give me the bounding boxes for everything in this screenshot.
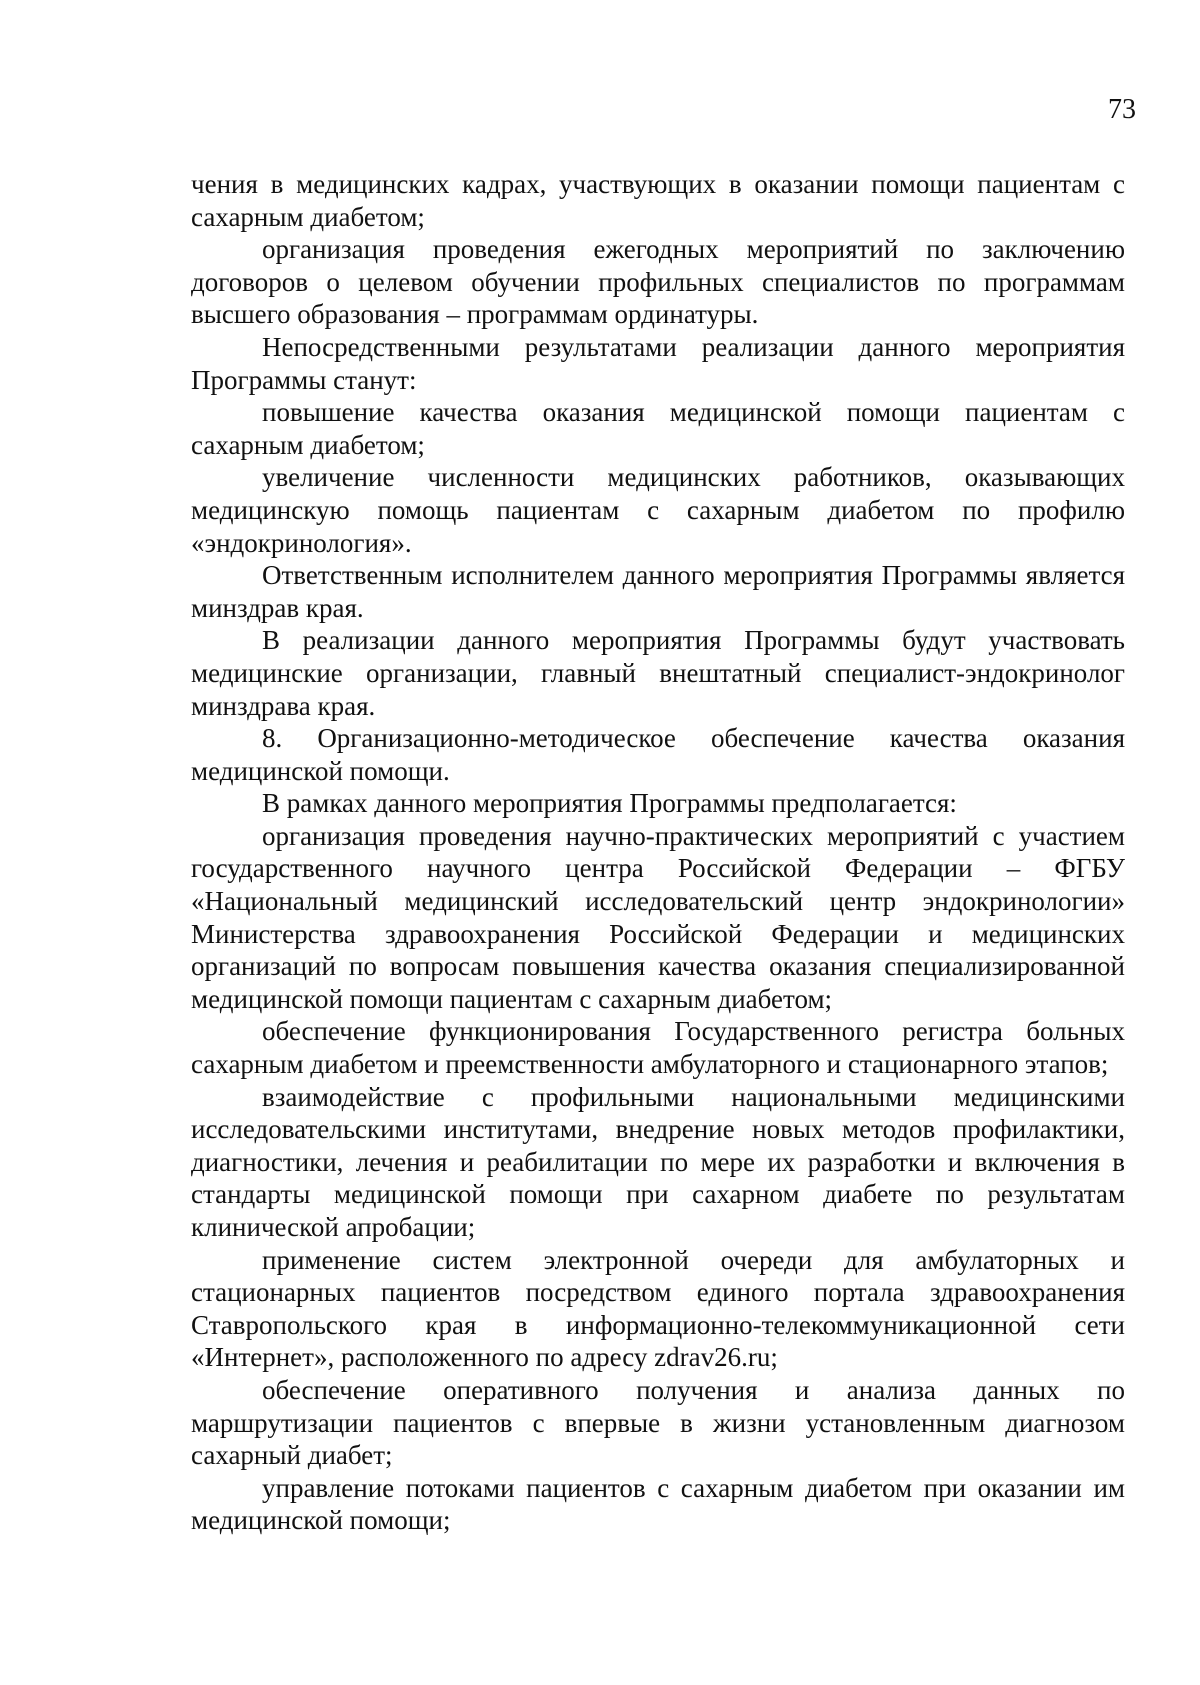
paragraph: В рамках данного мероприятия Программы предполагается: xyxy=(262,788,957,819)
paragraph: повышение качества оказания медицинской помощи пациентам с сахарным диабетом; xyxy=(191,397,1125,460)
document-body xyxy=(191,168,1125,1537)
paragraph: организация проведения ежегодных мероприятий по заключению договоров о целевом обучении профильных специалистов по программам высшего образования – программам ординатуры. xyxy=(191,234,1125,330)
paragraph: управление потоками пациентов с сахарным диабетом при оказании им медицинской помощи; xyxy=(191,1472,1125,1536)
paragraph: применение систем электронной очереди для амбулаторных и стационарных пациентов посредством единого портала здравоохранения Ставропольского края в информационно-телекоммуникационной сети «Интернет», расположенного по адресу zdrav26.ru; xyxy=(191,1244,1125,1373)
paragraph: В реализации данного мероприятия Программы будут участвовать медицинские организации, главный внештатный специалист-эндокринолог минздрава края. xyxy=(191,625,1125,721)
paragraph: Непосредственными результатами реализации данного мероприятия Программы станут: xyxy=(191,331,1125,395)
paragraph: увеличение численности медицинских работников, оказывающих медицинскую помощь пациентам с сахарным диабетом по профилю «эндокринология». xyxy=(191,462,1125,558)
paragraph: обеспечение оперативного получения и анализа данных по маршрутизации пациентов с впервые в жизни установленным диагнозом сахарный диабет; xyxy=(191,1374,1125,1471)
paragraph: чения в медицинских кадрах, участвующих в оказании помощи пациентам с сахарным диабетом; xyxy=(191,169,1125,232)
paragraph: организация проведения научно-практических мероприятий с участием государственного научного центра Российской Федерации – ФГБУ «Национальный медицинский исследовательский центр эндокринологии» Министерства здравоохранения Российской Федерации и медицинских организаций по вопросам повышения качества оказания специализированной медицинской помощи пациентам с сахарным диабетом; xyxy=(191,820,1125,1014)
section-heading: 8. Организационно-методическое обеспечение качества оказания медицинской помощи. xyxy=(191,723,1125,786)
paragraph: обеспечение функционирования Государственного регистра больных сахарным диабетом и преемственности амбулаторного и стационарного этапов; xyxy=(191,1016,1125,1080)
page-number: 73 xyxy=(1108,94,1136,125)
paragraph: взаимодействие с профильными национальными медицинскими исследовательскими институтами, внедрение новых методов профилактики, диагностики, лечения и реабилитации по мере их разработки и включения в стандарты медицинской помощи при сахарном диабете по результатам клинической апробации; xyxy=(191,1081,1125,1242)
paragraph: Ответственным исполнителем данного мероприятия Программы является минздрав края. xyxy=(191,560,1125,623)
